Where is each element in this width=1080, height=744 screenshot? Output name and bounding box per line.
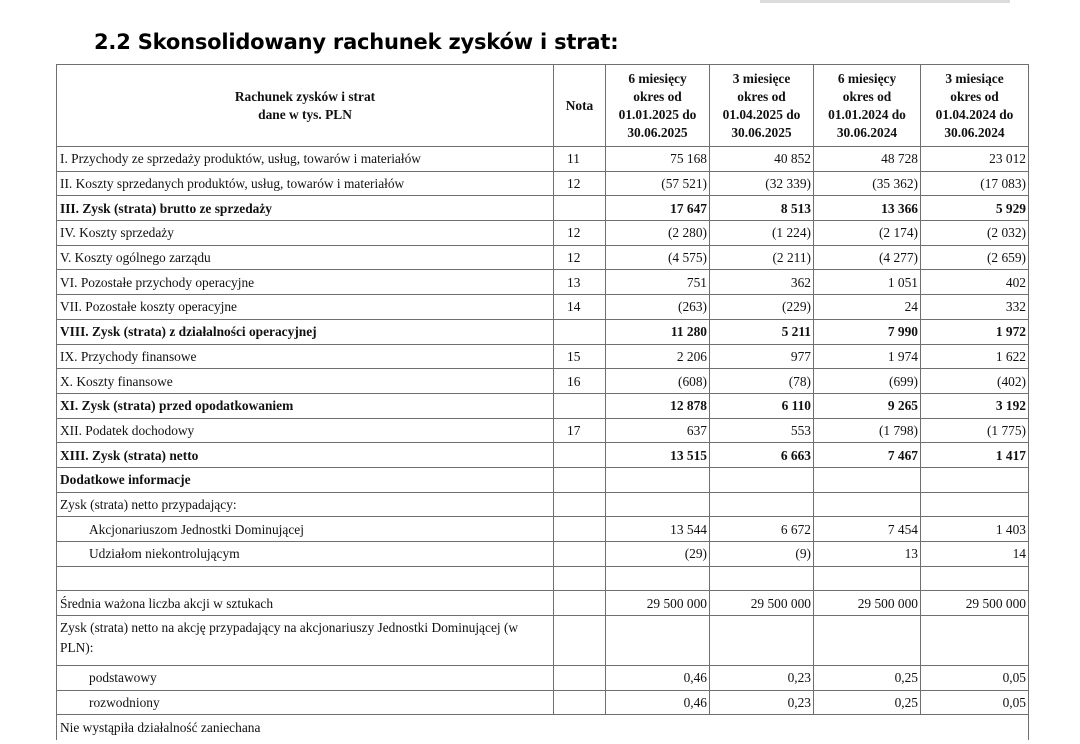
header-line: 30.06.2024 (944, 124, 1005, 140)
row-value: 0,46 (606, 666, 710, 691)
header-nota-cell: Nota (554, 65, 606, 147)
row-value: (35 362) (814, 171, 921, 196)
header-line: 3 miesiące (945, 70, 1004, 86)
row-nota (554, 492, 606, 517)
header-label-line: dane w tys. PLN (258, 106, 352, 122)
row-label: VI. Pozostałe przychody operacyjne (57, 270, 554, 295)
row-nota (554, 196, 606, 221)
header-label-line: Rachunek zysków i strat (234, 88, 376, 104)
row-value: 7 990 (814, 319, 921, 344)
row-value (606, 616, 710, 666)
row-value: (229) (710, 295, 814, 320)
row-label: VII. Pozostałe koszty operacyjne (57, 295, 554, 320)
row-value: 11 280 (606, 319, 710, 344)
row-value: (4 277) (814, 245, 921, 270)
row-value: 13 366 (814, 196, 921, 221)
header-line: okres od (633, 88, 682, 104)
row-value: 402 (921, 270, 1029, 295)
row-value: (2 174) (814, 221, 921, 246)
row-value: 8 513 (710, 196, 814, 221)
table-row (57, 295, 1029, 320)
row-value: 40 852 (710, 147, 814, 172)
header-line: okres od (737, 88, 786, 104)
table-row (57, 171, 1029, 196)
row-label: Zysk (strata) netto przypadający: (57, 492, 554, 517)
row-value (606, 467, 710, 492)
row-label: II. Koszty sprzedanych produktów, usług, towarów i materiałów (57, 171, 554, 196)
header-line: 3 miesięce (732, 70, 791, 86)
row-value (814, 566, 921, 591)
header-line: 30.06.2025 (627, 124, 688, 140)
row-nota: 12 (554, 171, 606, 196)
row-nota (554, 467, 606, 492)
row-value (606, 566, 710, 591)
row-value: 0,25 (814, 666, 921, 691)
row-value: 17 647 (606, 196, 710, 221)
row-value (710, 616, 814, 666)
table-row (57, 369, 1029, 394)
row-label: I. Przychody ze sprzedaży produktów, usług, towarów i materiałów (57, 147, 554, 172)
row-value: 7 467 (814, 443, 921, 468)
row-nota (554, 690, 606, 715)
row-value: (17 083) (921, 171, 1029, 196)
row-label (57, 566, 554, 591)
row-value: 5 929 (921, 196, 1029, 221)
row-value: (2 032) (921, 221, 1029, 246)
table-header-row (57, 65, 1029, 147)
header-line: 01.04.2025 do (722, 106, 801, 122)
row-value: 6 672 (710, 517, 814, 542)
row-value: 332 (921, 295, 1029, 320)
table-row (57, 517, 1029, 542)
row-label: Akcjonariuszom Jednostki Dominującej (57, 517, 554, 542)
row-label: XI. Zysk (strata) przed opodatkowaniem (57, 393, 554, 418)
row-value: 48 728 (814, 147, 921, 172)
row-value: 1 622 (921, 344, 1029, 369)
header-line: 30.06.2024 (836, 124, 898, 140)
income-statement-table (56, 64, 1029, 740)
row-value: (32 339) (710, 171, 814, 196)
row-label: VIII. Zysk (strata) z działalności operacyjnej (57, 319, 554, 344)
row-label: XII. Podatek dochodowy (57, 418, 554, 443)
row-label: XIII. Zysk (strata) netto (57, 443, 554, 468)
row-value: 6 110 (710, 393, 814, 418)
table-row (57, 616, 1029, 666)
row-value: (57 521) (606, 171, 710, 196)
row-value: 0,23 (710, 690, 814, 715)
row-value: (9) (710, 542, 814, 567)
row-value (814, 616, 921, 666)
table-row (57, 221, 1029, 246)
row-label: Dodatkowe informacje (57, 467, 554, 492)
row-value: 13 515 (606, 443, 710, 468)
footer-note: Nie wystąpiła działalność zaniechana (57, 715, 1029, 740)
row-nota (554, 666, 606, 691)
row-value: (608) (606, 369, 710, 394)
row-nota: 16 (554, 369, 606, 394)
row-label: Udziałom niekontrolującym (57, 542, 554, 567)
row-nota (554, 542, 606, 567)
row-value: (263) (606, 295, 710, 320)
row-value: (1 775) (921, 418, 1029, 443)
row-value: 553 (710, 418, 814, 443)
row-nota (554, 319, 606, 344)
table-row-subtotal (57, 319, 1029, 344)
table-row (57, 344, 1029, 369)
row-value: 362 (710, 270, 814, 295)
row-value (710, 566, 814, 591)
header-line: 01.01.2024 do (828, 106, 906, 122)
header-period-cell (710, 65, 814, 147)
row-label: IV. Koszty sprzedaży (57, 221, 554, 246)
row-label: III. Zysk (strata) brutto ze sprzedaży (57, 196, 554, 221)
row-value: 7 454 (814, 517, 921, 542)
header-line: 01.01.2025 do (618, 106, 697, 122)
row-value: (402) (921, 369, 1029, 394)
row-value (921, 492, 1029, 517)
row-value (814, 492, 921, 517)
header-line: 6 miesięcy (628, 70, 687, 86)
row-value: 6 663 (710, 443, 814, 468)
row-value: 1 051 (814, 270, 921, 295)
header-period-cell (814, 65, 921, 147)
section-heading: 2.2 Skonsolidowany rachunek zysków i strat: (94, 30, 619, 54)
header-period-cell (921, 65, 1029, 147)
row-value: (1 224) (710, 221, 814, 246)
row-value (921, 616, 1029, 666)
header-line: 6 miesięcy (837, 70, 897, 86)
table-footer-row (57, 715, 1029, 740)
row-value: 637 (606, 418, 710, 443)
row-value: 1 972 (921, 319, 1029, 344)
row-value: 14 (921, 542, 1029, 567)
row-value: 24 (814, 295, 921, 320)
row-value: 977 (710, 344, 814, 369)
row-value: 0,25 (814, 690, 921, 715)
row-value: 0,23 (710, 666, 814, 691)
table-row (57, 245, 1029, 270)
table-row (57, 666, 1029, 691)
row-nota (554, 591, 606, 616)
row-value: 3 192 (921, 393, 1029, 418)
row-label: Średnia ważona liczba akcji w sztukach (57, 591, 554, 616)
row-value: (1 798) (814, 418, 921, 443)
row-value: 0,46 (606, 690, 710, 715)
row-nota: 15 (554, 344, 606, 369)
row-value: 1 417 (921, 443, 1029, 468)
row-value: 23 012 (921, 147, 1029, 172)
row-value: 75 168 (606, 147, 710, 172)
header-line: okres od (842, 88, 892, 104)
row-value (710, 492, 814, 517)
row-value: 2 206 (606, 344, 710, 369)
row-value (921, 467, 1029, 492)
row-nota: 12 (554, 221, 606, 246)
row-value: (29) (606, 542, 710, 567)
row-value: (2 280) (606, 221, 710, 246)
row-value (710, 467, 814, 492)
row-nota (554, 566, 606, 591)
row-value: 13 544 (606, 517, 710, 542)
row-label: V. Koszty ogólnego zarządu (57, 245, 554, 270)
header-period-cell (606, 65, 710, 147)
table-row-subtotal (57, 196, 1029, 221)
table-row (57, 418, 1029, 443)
table-row-section (57, 467, 1029, 492)
table-row (57, 591, 1029, 616)
table-row (57, 147, 1029, 172)
top-edge-line (760, 0, 1010, 3)
row-nota: 13 (554, 270, 606, 295)
row-value: 0,05 (921, 666, 1029, 691)
row-nota (554, 393, 606, 418)
row-value: 29 500 000 (814, 591, 921, 616)
row-value (814, 467, 921, 492)
table-row (57, 542, 1029, 567)
row-value: 0,05 (921, 690, 1029, 715)
row-nota: 12 (554, 245, 606, 270)
header-line: okres od (950, 88, 999, 104)
row-value: 1 974 (814, 344, 921, 369)
row-value: (699) (814, 369, 921, 394)
row-nota (554, 517, 606, 542)
row-value: 9 265 (814, 393, 921, 418)
row-value: 5 211 (710, 319, 814, 344)
row-nota: 17 (554, 418, 606, 443)
row-value (921, 566, 1029, 591)
table-row (57, 492, 1029, 517)
table-row-subtotal (57, 443, 1029, 468)
row-value: 12 878 (606, 393, 710, 418)
header-line: 01.04.2024 do (935, 106, 1014, 122)
row-nota: 14 (554, 295, 606, 320)
row-value: 751 (606, 270, 710, 295)
row-value: 13 (814, 542, 921, 567)
row-value: 29 500 000 (606, 591, 710, 616)
header-line: 30.06.2025 (731, 124, 792, 140)
row-label: IX. Przychody finansowe (57, 344, 554, 369)
header-label-cell (57, 65, 554, 147)
row-label: rozwodniony (57, 690, 554, 715)
row-value: (78) (710, 369, 814, 394)
row-value: 29 500 000 (710, 591, 814, 616)
row-nota: 11 (554, 147, 606, 172)
row-value (606, 492, 710, 517)
row-label: X. Koszty finansowe (57, 369, 554, 394)
row-value: (2 211) (710, 245, 814, 270)
row-nota (554, 616, 606, 666)
row-value: (4 575) (606, 245, 710, 270)
row-label: Zysk (strata) netto na akcję przypadający na akcjonariuszy Jednostki Dominującej (w PLN): (57, 616, 554, 666)
row-value: 29 500 000 (921, 591, 1029, 616)
row-value: (2 659) (921, 245, 1029, 270)
row-nota (554, 443, 606, 468)
row-value: 1 403 (921, 517, 1029, 542)
row-label: podstawowy (57, 666, 554, 691)
table-row (57, 270, 1029, 295)
table-row-empty (57, 566, 1029, 591)
table-row (57, 690, 1029, 715)
table-row-subtotal (57, 393, 1029, 418)
